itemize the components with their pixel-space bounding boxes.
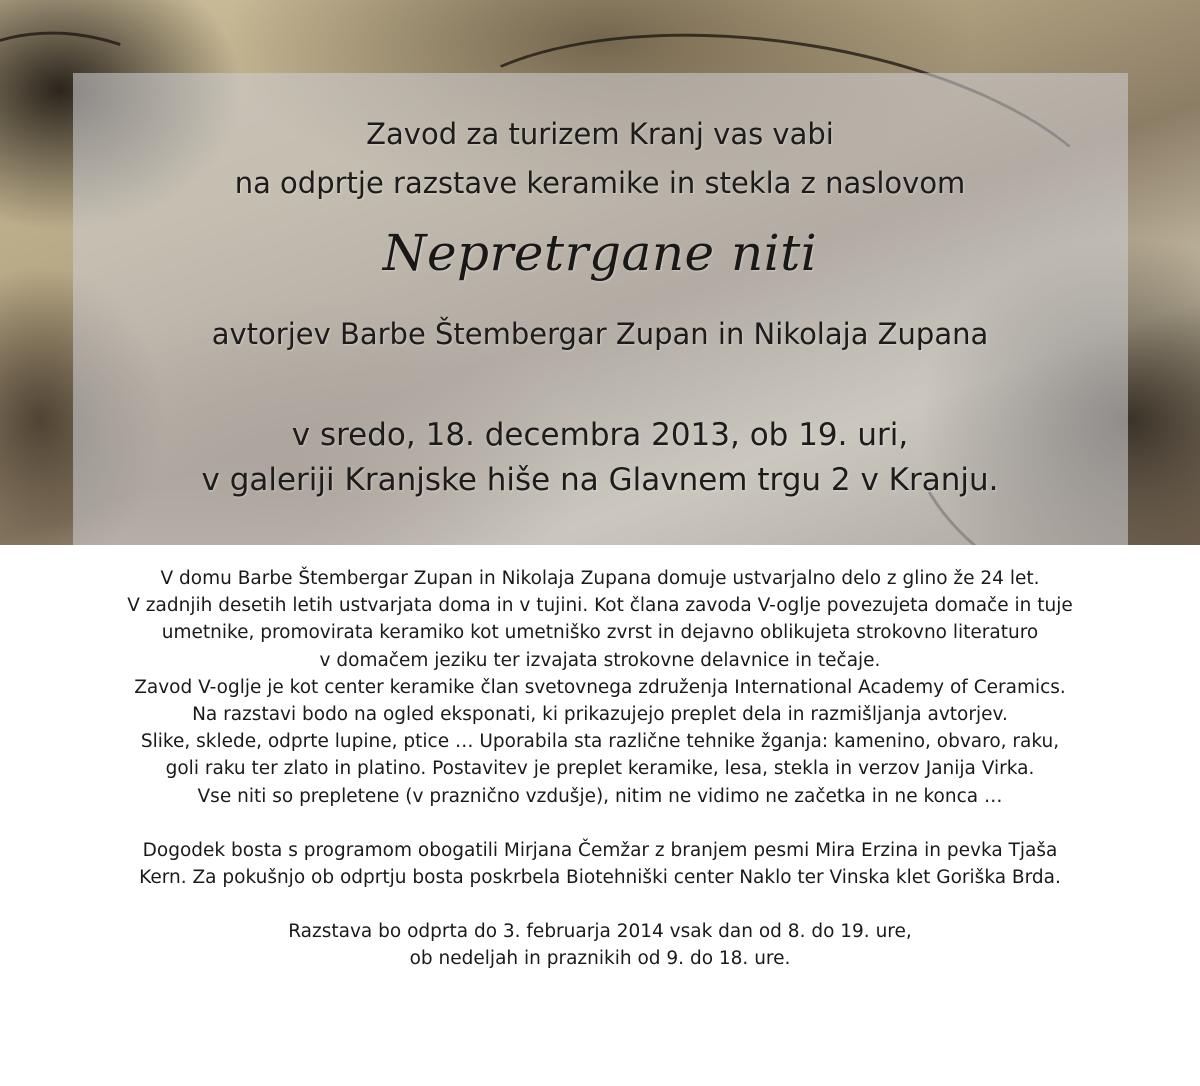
invitation-intro-line1: Zavod za turizem Kranj vas vabi	[366, 117, 834, 151]
paragraph-spacer	[0, 891, 1200, 918]
program-line: Dogodek bosta s programom obogatili Mirjana Čemžar z branjem pesmi Mira Erzina in pevka Tjaša	[142, 839, 1058, 861]
exhibition-authors: avtorjev Barbe Štembergar Zupan in Nikolaja Zupana	[211, 317, 989, 351]
event-venue: v galeriji Kranjske hiše na Glavnem trgu 2 v Kranju.	[201, 462, 999, 498]
opening-hours-line: ob nedeljah in praznikih od 9. do 18. ure.	[409, 948, 791, 970]
exhibition-description	[0, 565, 1200, 973]
description-line: goli raku ter zlato in platino. Postavitev je preplet keramike, lesa, stekla in verzov Janija Virka.	[165, 758, 1035, 780]
description-line: Na razstavi bodo na ogled eksponati, ki prikazujejo preplet dela in razmišljanja avtorjev.	[192, 704, 1008, 726]
description-line: V domu Barbe Štembergar Zupan in Nikolaja Zupana domuje ustvarjalno delo z glino že 24 let.	[160, 568, 1040, 589]
description-line: Vse niti so prepletene (v praznično vzdušje), nitim ne vidimo ne začetka in ne konca …	[197, 785, 1003, 807]
description-line: V zadnjih desetih letih ustvarjata doma in v tujini. Kot člana zavoda V-oglje povezujeta domače in tuje	[127, 595, 1073, 617]
paragraph-spacer	[0, 810, 1200, 837]
description-line: v domačem jeziku ter izvajata strokovne delavnice in tečaje.	[319, 649, 881, 671]
exhibition-title: Nepretrgane niti	[382, 224, 818, 282]
event-date: v sredo, 18. decembra 2013, ob 19. uri,	[291, 417, 909, 453]
description-line: Zavod V-oglje je kot center keramike član svetovnega združenja International Academy of Ceramics.	[134, 676, 1066, 698]
opening-hours-line: Razstava bo odprta do 3. februarja 2014 vsak dan od 8. do 19. ure,	[288, 921, 912, 943]
invitation-intro-line2: na odprtje razstave keramike in stekla z naslovom	[234, 166, 966, 200]
description-line: umetnike, promovirata keramiko kot umetniško zvrst in dejavno oblikujeta strokovno literaturo	[161, 622, 1039, 644]
description-line: Slike, sklede, odprte lupine, ptice … Uporabila sta različne tehnike žganja: kamenino, obvaro, raku,	[140, 731, 1060, 753]
program-line: Kern. Za pokušnjo ob odprtju bosta poskrbela Biotehniški center Naklo ter Vinska klet Goriška Brda.	[139, 867, 1061, 889]
